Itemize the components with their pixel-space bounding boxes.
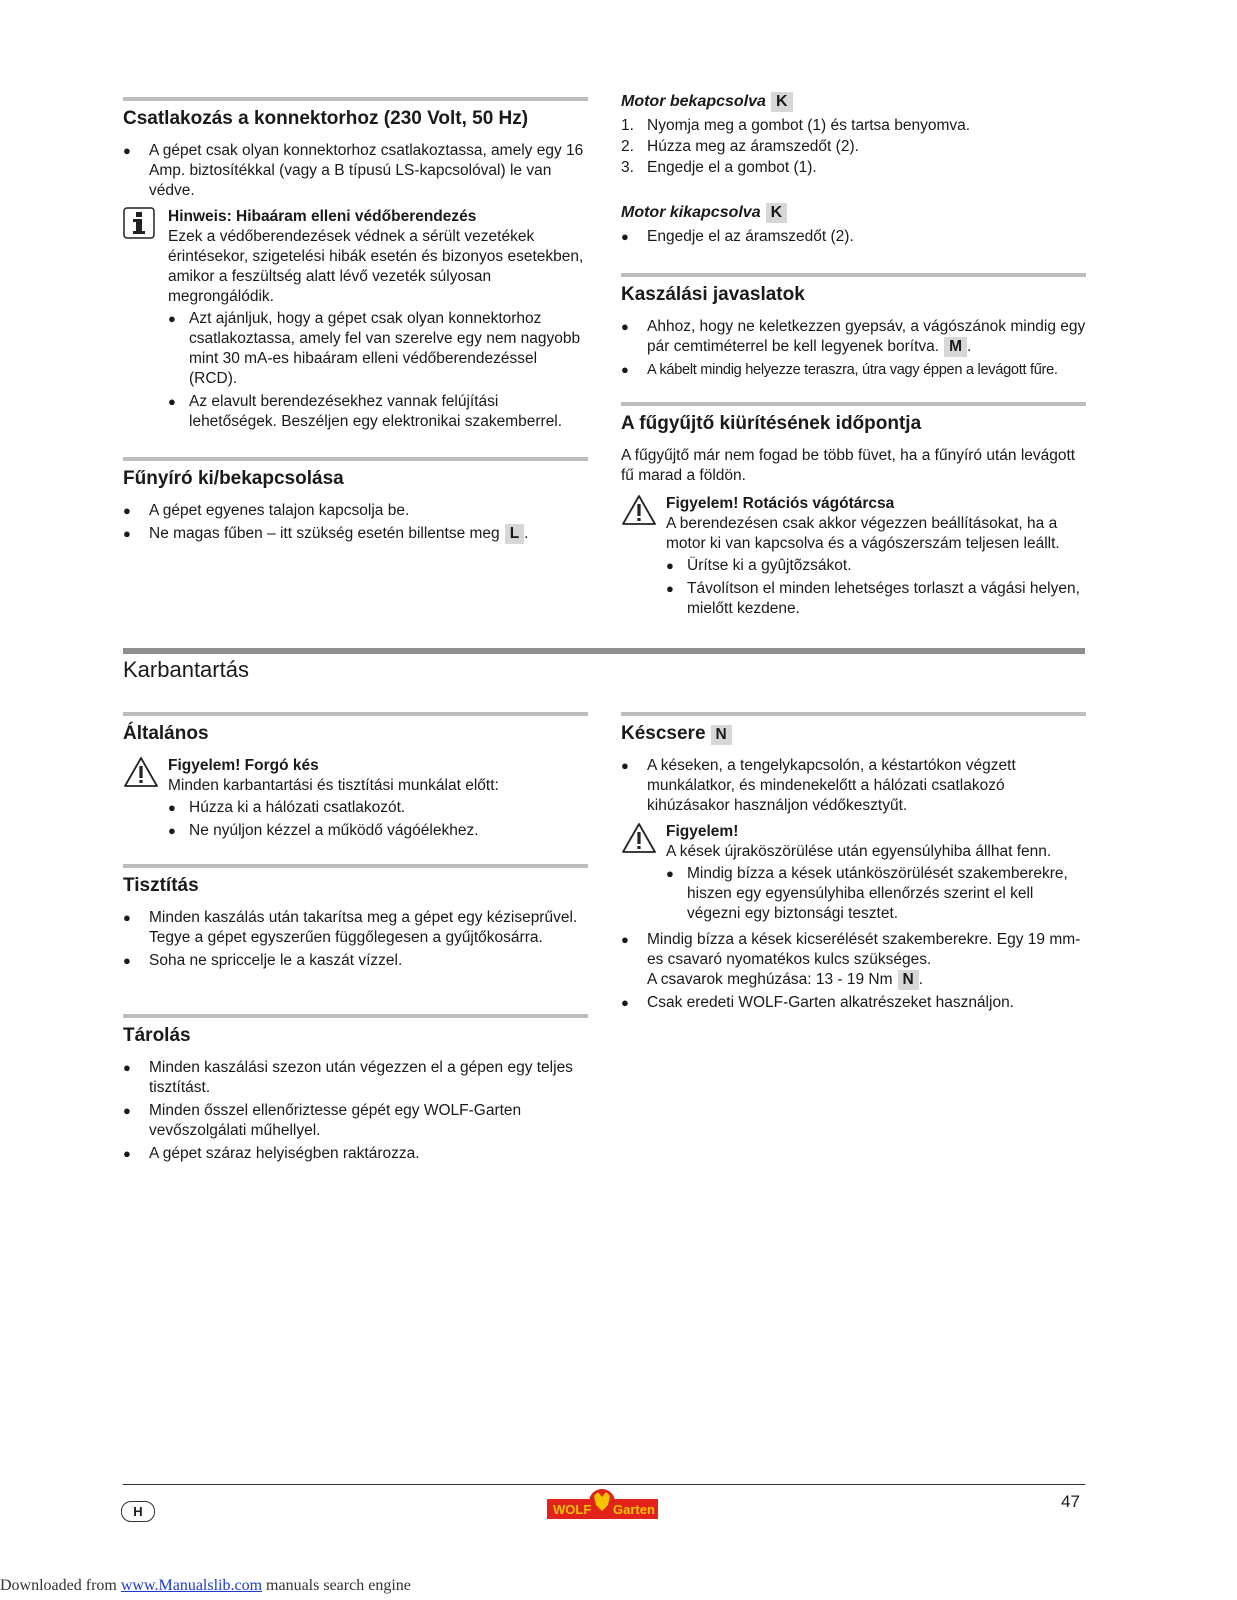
- list-item: [123, 524, 588, 544]
- manualslib-link[interactable]: www.Manualslib.com: [120, 1577, 263, 1594]
- section-motor-off: [621, 202, 1086, 250]
- language-badge: H: [121, 1501, 155, 1522]
- item-tail: .: [966, 338, 972, 355]
- step-number: 3.: [621, 159, 634, 176]
- section-catcher: [621, 402, 1086, 622]
- section-title: Csatlakozás a konnektorhoz (230 Volt, 50 Hz): [123, 108, 529, 129]
- step-text: Húzza meg az áramszedőt (2).: [647, 138, 859, 155]
- note-title: Figyelem! Forgó kés: [168, 757, 319, 774]
- figure-ref-badge: M: [944, 337, 967, 357]
- section-title: Késcsere: [621, 723, 706, 744]
- page-number: 47: [1061, 1492, 1080, 1511]
- list-item: ● Azt ajánljuk, hogy a gépet csak olyan konnektorhoz csatlakoztassa, amely fel van szerelve egy nem nagyobb mint 30 mA-es hibaáram elleni védőberendezéssel (RCD).: [168, 309, 588, 389]
- section-cleaning: [123, 864, 588, 974]
- section-switch: [123, 457, 588, 547]
- section-title: A fűgyűjtő kiürítésének időpontja: [621, 413, 922, 434]
- section-subtitle: Motor bekapcsolva: [621, 93, 766, 110]
- download-prefix: Downloaded from: [0, 1577, 121, 1594]
- section-storage: [123, 1014, 588, 1167]
- list-item: ● Ürítse ki a gyûjtõzsákot.: [666, 556, 1086, 576]
- list-item: ● Csak eredeti WOLF-Garten alkatrészeket használjon.: [621, 993, 1086, 1013]
- list-item: ● Soha ne spriccelje le a kaszát vízzel.: [123, 951, 588, 971]
- list-item: ● A gépet csak olyan konnektorhoz csatlakoztassa, amely egy 16 Amp. biztosítékkal (vagy a B típusú LS-kapcsolóval) le van védve.: [123, 141, 588, 201]
- note-title: Hinweis: Hibaáram elleni védőberendezés: [168, 208, 477, 225]
- footer-rule: [123, 1484, 1085, 1485]
- warning-note: [621, 822, 1086, 924]
- list-item: ● Minden ősszel ellenőriztesse gépét egy WOLF-Garten vevőszolgálati műhellyel.: [123, 1101, 588, 1141]
- item-tail: .: [918, 971, 924, 988]
- figure-ref-badge: N: [711, 725, 732, 745]
- step-item: [621, 137, 1086, 157]
- list-item: [621, 317, 1086, 357]
- note-text: Minden karbantartási és tisztítási munkálat előtt:: [168, 777, 499, 794]
- list-item: ● Húzza ki a hálózati csatlakozót.: [168, 798, 588, 818]
- warning-icon: [621, 494, 657, 532]
- list-item: ● Mindig bízza a kések utánköszörülését szakemberekre, hiszen egy egyensúlyhiba ellenőrzés szerint el kell végezni egy biztonsági tesztet.: [666, 864, 1086, 924]
- logo-text-left: WOLF: [553, 1502, 592, 1517]
- note-text: Ezek a védőberendezések védnek a sérült vezetékek érintésekor, szigetelési hibák esetén és bizonyos esetekben, amikor a feszültség alatt lévő vezeték súlyosan megrongálódik.: [168, 228, 584, 305]
- list-item: ● Távolítson el minden lehetséges torlaszt a vágási helyen, mielőtt kezdene.: [666, 579, 1086, 619]
- step-text: Engedje el a gombot (1).: [647, 159, 817, 176]
- section-mowing: [621, 273, 1086, 383]
- brand-logo: [547, 1488, 658, 1522]
- list-item: ● Ne nyúljon kézzel a működő vágóélekhez.: [168, 821, 588, 841]
- section-title: Általános: [123, 723, 209, 744]
- section-title: Fűnyíró ki/bekapcsolása: [123, 468, 344, 489]
- section-title: Tisztítás: [123, 875, 199, 896]
- warning-note: [621, 494, 1086, 619]
- list-item: ● A gépet egyenes talajon kapcsolja be.: [123, 501, 588, 521]
- step-number: 1.: [621, 117, 634, 134]
- download-note: [0, 1576, 411, 1596]
- step-text: Nyomja meg a gombot (1) és tartsa benyomva.: [647, 117, 971, 134]
- item-text-line2: A csavarok meghúzása: 13 - 19 Nm: [647, 971, 893, 988]
- item-text: Ahhoz, hogy ne keletkezzen gyepsáv, a vágószánok mindig egy pár cemtiméterrel be kell legyenek borítva.: [647, 318, 1086, 355]
- section-divider: [123, 648, 1085, 654]
- warning-note: [123, 756, 588, 841]
- section-text: A fűgyűjtő már nem fogad be több füvet, ha a fűnyíró után levágott fű marad a földön.: [621, 447, 1076, 484]
- note-title: Figyelem! Rotációs vágótárcsa: [666, 495, 895, 512]
- section-title: Kaszálási javaslatok: [621, 284, 805, 305]
- figure-ref-badge: K: [766, 203, 788, 223]
- figure-ref-badge: L: [505, 524, 524, 544]
- step-item: [621, 158, 1086, 178]
- list-item: ● Minden kaszálás után takarítsa meg a gépet egy kéziseprűvel. Tegye a gépet egyszerűen függőlegesen a gyűjtőkosárra.: [123, 908, 588, 948]
- section-general: [123, 712, 588, 844]
- step-number: 2.: [621, 138, 634, 155]
- section-subtitle: Motor kikapcsolva: [621, 204, 761, 221]
- item-text: Mindig bízza a kések kicserélését szakemberekre. Egy 19 mm-es csavaró nyomatékos kulcs szükséges.: [647, 931, 1081, 968]
- figure-ref-badge: N: [898, 970, 919, 990]
- note-title: Figyelem!: [666, 823, 739, 840]
- list-item: ● Engedje el az áramszedőt (2).: [621, 227, 1086, 247]
- step-item: [621, 116, 1086, 136]
- list-item: ● Az elavult berendezésekhez vannak felújítási lehetőségek. Beszéljen egy elektronikai szakemberrel.: [168, 392, 588, 432]
- item-tail: .: [524, 525, 529, 542]
- info-note: [123, 207, 588, 432]
- figure-ref-badge: K: [771, 92, 793, 112]
- section-motor-on: [621, 91, 1086, 179]
- info-icon: [123, 207, 155, 245]
- chapter-title: Karbantartás: [123, 657, 249, 682]
- section-title: Tárolás: [123, 1025, 191, 1046]
- list-item: ● A késeken, a tengelykapcsolón, a késtartókon végzett munkálatkor, és mindenekelőtt a hálózati csatlakozó kihúzásakor használjon védőkesztyűt.: [621, 756, 1086, 816]
- warning-icon: [621, 822, 657, 860]
- warning-icon: [123, 756, 159, 794]
- download-suffix: manuals search engine: [262, 1577, 411, 1594]
- note-text: A kések újraköszörülése után egyensúlyhiba állhat fenn.: [666, 843, 1052, 860]
- list-item: ● Minden kaszálási szezon után végezzen el a gépen egy teljes tisztítást.: [123, 1058, 588, 1098]
- list-item: ● A kábelt mindig helyezze teraszra, útra vagy éppen a levágott fűre.: [621, 360, 1086, 380]
- section-connector: [123, 97, 588, 435]
- list-item: [621, 930, 1086, 990]
- list-item: ● A gépet száraz helyiségben raktározza.: [123, 1144, 588, 1164]
- section-blade: [621, 712, 1086, 1016]
- note-text: A berendezésen csak akkor végezzen beállításokat, ha a motor ki van kapcsolva és a vágószerszám teljesen leállt.: [666, 515, 1060, 552]
- logo-text-right: Garten: [613, 1502, 655, 1517]
- item-text: Ne magas fűben – itt szükség esetén billentse meg: [149, 525, 500, 542]
